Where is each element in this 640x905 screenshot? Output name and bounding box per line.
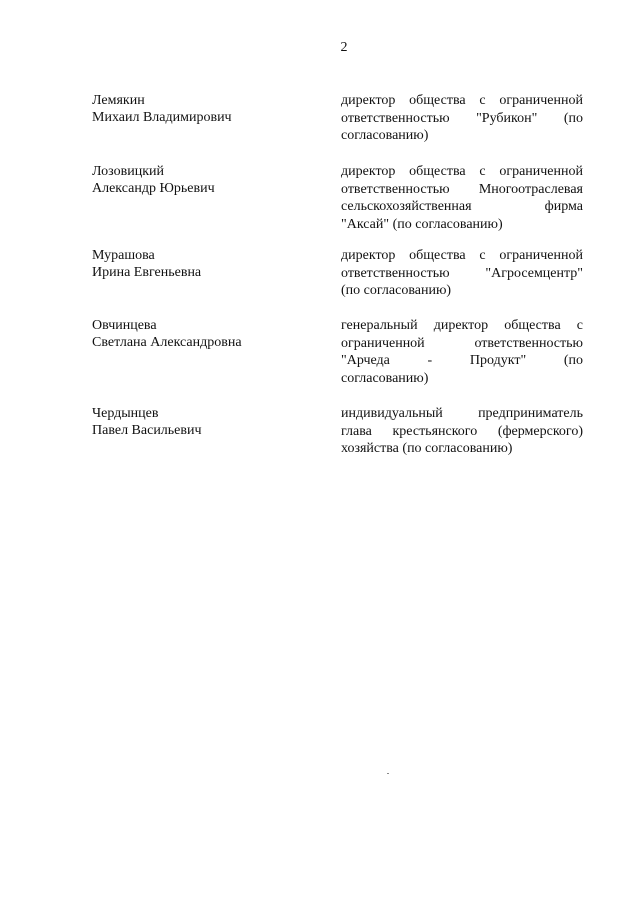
member-position — [341, 247, 583, 300]
member-surname: Лозовицкий — [92, 164, 164, 179]
position-line: директор общества с ограниченной — [341, 93, 583, 108]
member-name — [92, 247, 312, 281]
position-line: директор общества с ограниченной — [341, 164, 583, 179]
position-line: генеральный директор общества с — [341, 318, 583, 333]
position-line: индивидуальный предприниматель — [341, 406, 583, 421]
member-name — [92, 317, 312, 351]
position-line: согласованию) — [341, 370, 429, 386]
position-line: (по согласованию) — [341, 283, 452, 298]
page-number: 2 — [340, 40, 348, 55]
member-surname: Мурашова — [92, 248, 155, 263]
position-line: "Аксай" (по согласованию) — [341, 216, 503, 232]
member-surname: Чердынцев — [92, 406, 159, 421]
position-line: "Арчеда - Продукт" (по — [341, 353, 583, 368]
member-given-names: Ирина Евгеньевна — [92, 265, 202, 280]
member-position — [341, 405, 583, 458]
position-line: глава крестьянского (фермерского) — [341, 423, 583, 439]
position-line: согласованию) — [341, 128, 429, 143]
member-position — [341, 163, 583, 233]
position-line: директор общества с ограниченной — [341, 248, 583, 263]
position-line: ограниченной ответственностью — [341, 335, 583, 351]
position-line: ответственностью "Агросемцентр" — [341, 265, 583, 281]
member-name — [92, 405, 312, 439]
member-name — [92, 92, 312, 126]
member-given-names: Михаил Владимирович — [92, 110, 232, 125]
member-surname: Лемякин — [92, 93, 145, 108]
scan-speck — [387, 773, 389, 774]
position-line: хозяйства (по согласованию) — [341, 441, 513, 456]
member-name — [92, 163, 312, 197]
member-position — [341, 92, 583, 145]
member-position — [341, 317, 583, 387]
member-given-names: Светлана Александровна — [92, 335, 242, 350]
position-line: сельскохозяйственная фирма — [341, 199, 583, 214]
position-line: ответственностью Многоотраслевая — [341, 181, 583, 197]
position-line: ответственностью "Рубикон" (по — [341, 110, 583, 126]
member-given-names: Александр Юрьевич — [92, 181, 215, 196]
member-surname: Овчинцева — [92, 318, 157, 333]
member-given-names: Павел Васильевич — [92, 423, 202, 438]
